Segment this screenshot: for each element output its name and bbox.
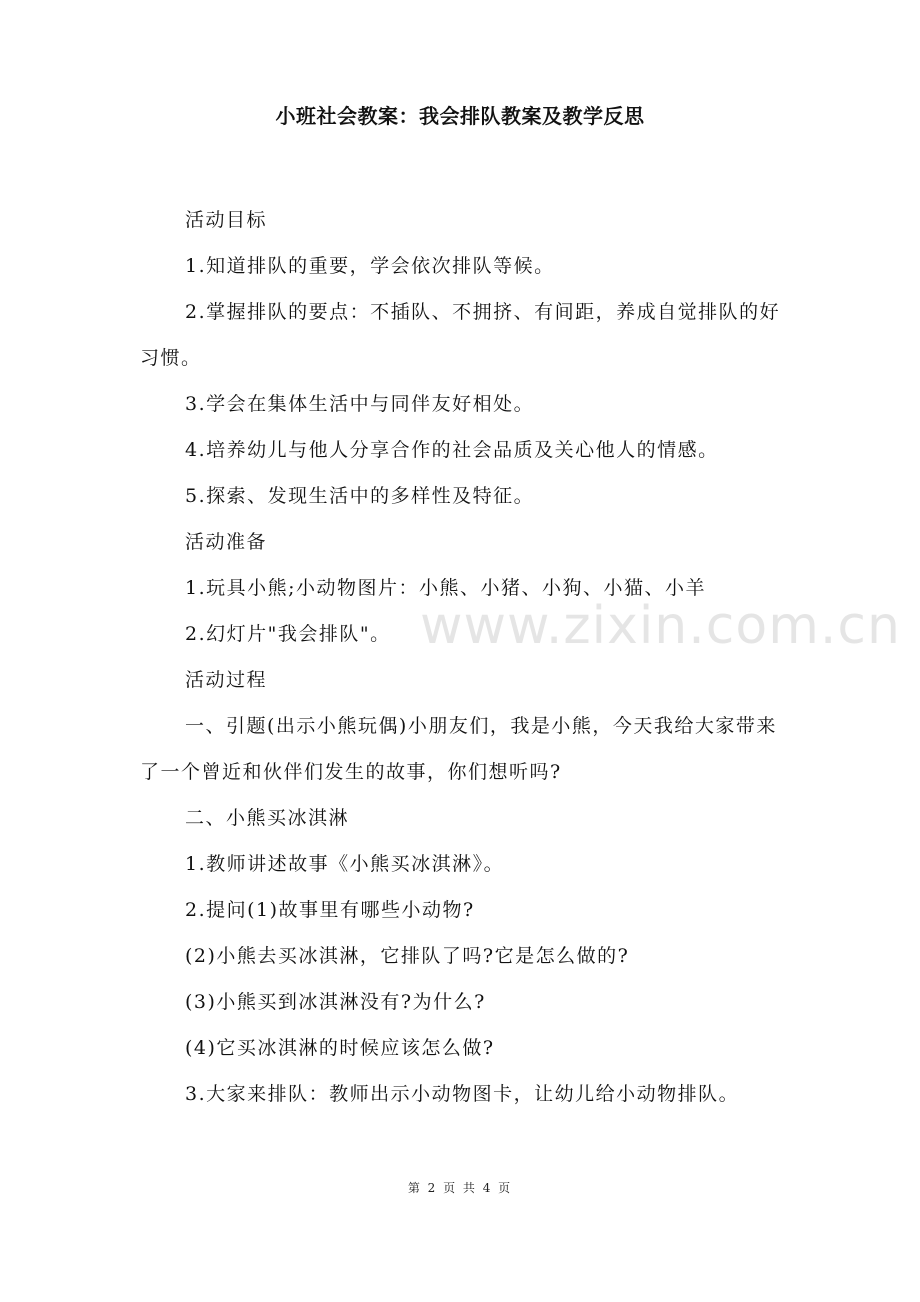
paragraph-question-3: (3)小熊买到冰淇淋没有?为什么? — [185, 991, 486, 1013]
page-footer: 第 2 页 共 4 页 — [407, 1181, 513, 1195]
paragraph-step-1: 1.教师讲述故事《小熊买冰淇淋》。 — [185, 853, 505, 875]
paragraph-step-3: 3.大家来排队：教师出示小动物图卡，让幼儿给小动物排队。 — [185, 1083, 740, 1105]
paragraph-goal-1: 1.知道排队的重要，学会依次排队等候。 — [185, 255, 555, 277]
paragraph-prep-heading: 活动准备 — [185, 531, 268, 553]
paragraph-goal-5: 5.探索、发现生活中的多样性及特征。 — [185, 485, 535, 507]
paragraph-question-4: (4)它买冰淇淋的时候应该怎么做? — [185, 1037, 495, 1059]
paragraph-goals-heading: 活动目标 — [185, 209, 268, 231]
watermark: www.zixin.com.cn — [420, 596, 901, 656]
paragraph-goal-2: 2.掌握排队的要点：不插队、不拥挤、有间距，养成自觉排队的好习惯。 — [140, 301, 781, 369]
paragraph-goal-3: 3.学会在集体生活中与同伴友好相处。 — [185, 393, 535, 415]
paragraph-goal-4: 4.培养幼儿与他人分享合作的社会品质及关心他人的情感。 — [185, 439, 719, 461]
paragraph-section-2: 二、小熊买冰淇淋 — [185, 807, 350, 829]
paragraph-process-heading: 活动过程 — [185, 669, 268, 691]
paragraph-prep-2: 2.幻灯片"我会排队"。 — [185, 623, 391, 645]
paragraph-process-intro: 一、引题(出示小熊玩偶)小朋友们，我是小熊，今天我给大家带来了一个曾近和伙伴们发生的故事，你们想听吗? — [140, 715, 777, 783]
paragraph-prep-1: 1.玩具小熊;小动物图片：小熊、小猪、小狗、小猫、小羊 — [185, 577, 707, 599]
document-title: 小班社会教案：我会排队教案及教学反思 — [275, 104, 645, 128]
paragraph-step-2: 2.提问(1)故事里有哪些小动物? — [185, 899, 475, 921]
paragraph-question-2: (2)小熊去买冰淇淋，它排队了吗?它是怎么做的? — [185, 945, 630, 967]
document-body — [140, 197, 790, 1117]
